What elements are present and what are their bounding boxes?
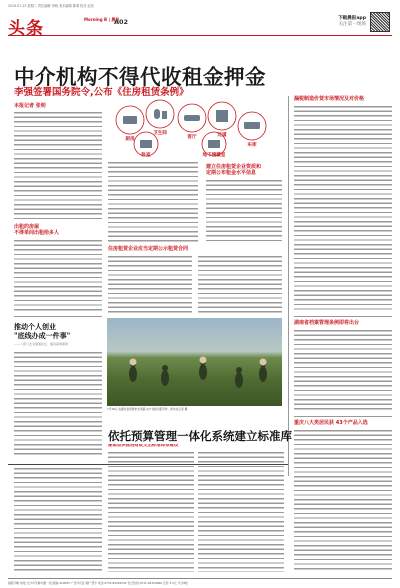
dateline: 2019.07.23 星期二 责任编辑 李晓 美术编辑 陈明 校对 赵民	[8, 4, 94, 8]
body-text	[198, 256, 282, 314]
qr-caption	[338, 16, 366, 28]
bottom-headline: 依托预算管理一体化系统建立标准库	[108, 429, 292, 443]
illus-label: 过道	[217, 133, 227, 138]
section-title: 头条	[8, 19, 44, 39]
story-deck: ——八部门发文提速民生、服务高频事项	[14, 342, 69, 346]
body-text	[108, 452, 194, 572]
illus-label: 车库	[247, 143, 257, 148]
page-headline: 中介机构不得代收租金押金	[14, 65, 266, 89]
column-divider	[288, 96, 289, 476]
illus-label: 卫生间	[153, 131, 167, 136]
page-footer: 晨报印刷 地址:长沙市芙蓉中路一段 邮编:410005 广告许可证:湘广登字 电话:0731-84326532 发行热线:0731-84329966 定价:1.5元 今日8版	[8, 578, 392, 585]
body-text	[14, 112, 102, 220]
section-subhead: 住房租赁企业应当定期公示租赁合同	[108, 246, 189, 252]
page-number: A02	[114, 18, 129, 26]
story-headline: 推动个人创业 "底线办成一件事"	[14, 322, 71, 340]
news-photo	[107, 318, 282, 406]
body-text	[294, 106, 392, 310]
section-subhead: 湖南省档案管理条例即将出台	[294, 320, 360, 326]
paper-name: Morning B | 晨报	[84, 17, 120, 22]
page-subheadline: 李强签署国务院令,公布《住房租赁条例》	[14, 87, 189, 98]
divider	[294, 316, 392, 317]
body-text	[206, 180, 282, 242]
body-text	[14, 240, 102, 312]
section-subhead: 重庆八大类居民获 43个产品入选	[294, 420, 368, 426]
illus-label: 地下储藏室	[202, 153, 226, 158]
masthead	[8, 10, 392, 39]
body-text	[294, 330, 392, 412]
body-text	[108, 162, 198, 242]
divider	[294, 416, 392, 417]
qr-code-icon[interactable]	[370, 12, 390, 32]
section-subhead: 出租的房屋 不得单间出租给多人	[14, 224, 60, 237]
illus-label: 客厅	[187, 135, 197, 140]
body-text	[294, 430, 392, 572]
illus-label: 卧室	[141, 153, 151, 158]
body-text	[14, 352, 102, 456]
section-subhead: 建立住房租赁企业资质和 定期公布租金水平信息	[206, 164, 262, 177]
house-illustration	[108, 96, 280, 158]
bottom-subheadline: 湖南加快推进财政支出标准体系建设	[108, 444, 179, 448]
illus-label: 厨房	[125, 137, 135, 142]
section-subhead: 漏税制造价赁市场情况及对价格	[294, 96, 365, 102]
qr-caption-sub: 关注第一现场	[338, 22, 366, 27]
photo-caption: 7月16日,在湖北省恩施市龙凤镇,农户在稻田里劳作。新华社记者 摄	[107, 407, 188, 411]
farm-photo-icon	[107, 318, 282, 406]
qr-caption-main: 下载晨报app	[337, 16, 366, 21]
divider	[14, 316, 102, 317]
body-text	[14, 468, 102, 572]
body-text	[108, 256, 192, 314]
byline: 本报记者 张明	[14, 103, 46, 109]
body-text	[198, 452, 284, 572]
